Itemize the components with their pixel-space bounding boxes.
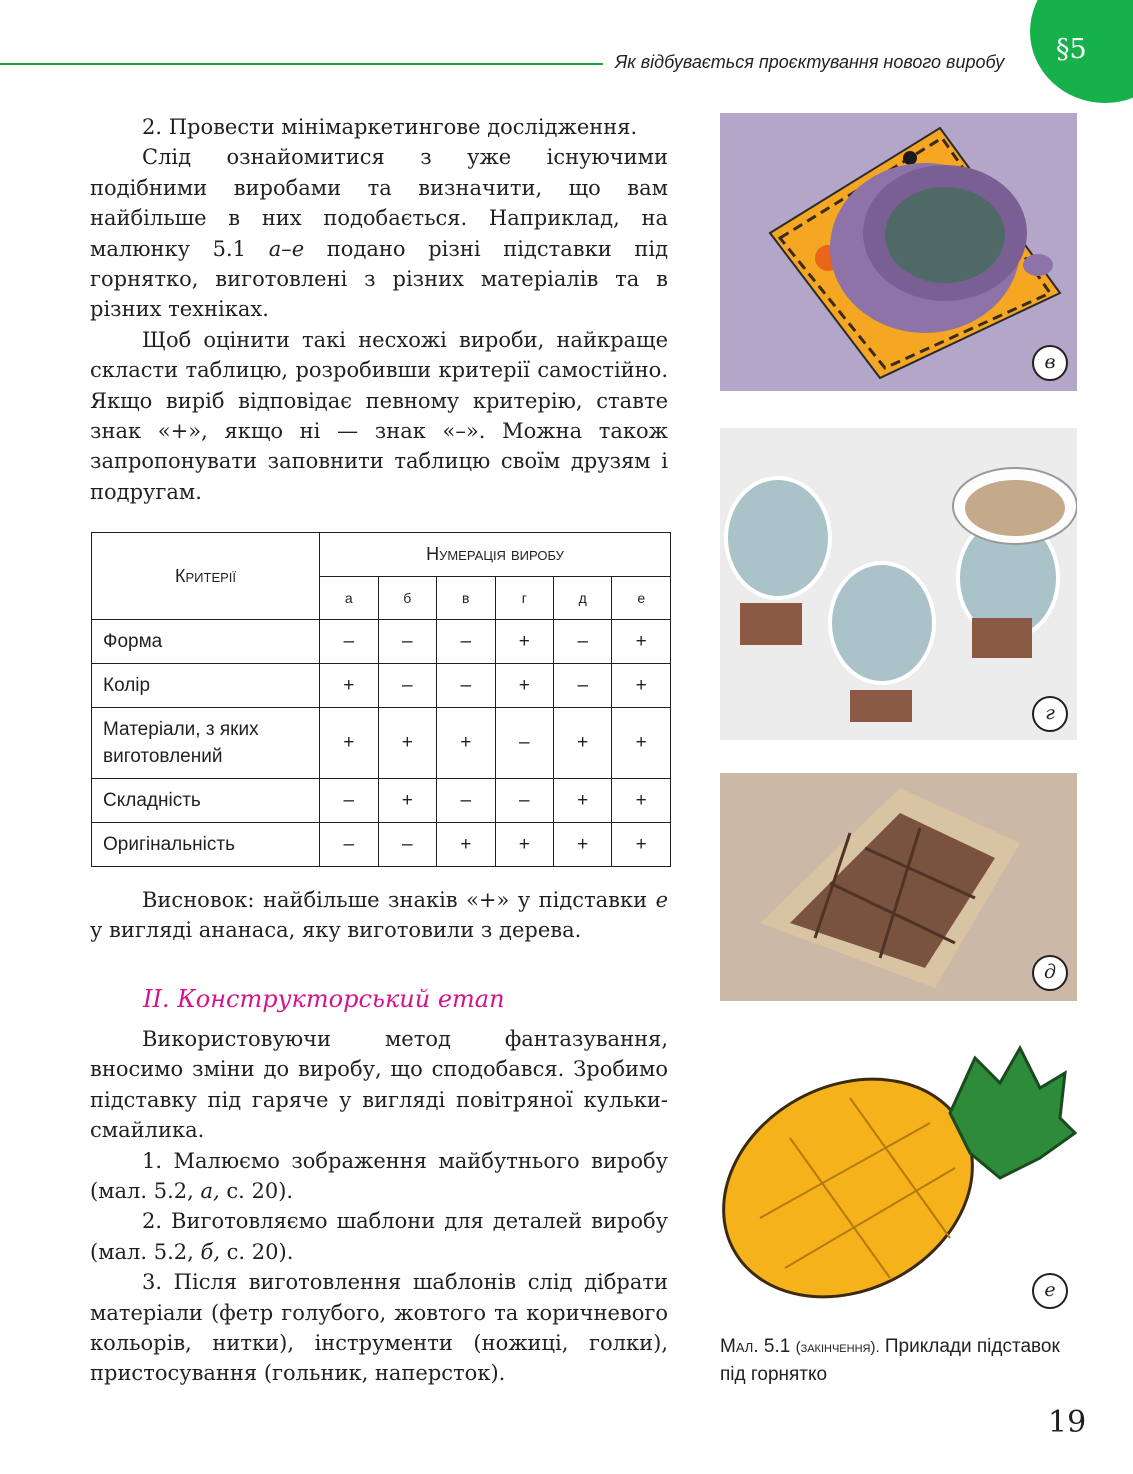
- balloon-2: [830, 563, 934, 683]
- cell-value: +: [612, 823, 671, 867]
- cell-value: –: [378, 664, 436, 708]
- row-label: Складність: [92, 779, 320, 823]
- column-letter: е: [612, 577, 671, 620]
- row-label: Колір: [92, 664, 320, 708]
- stage-step-1: 1. Малюємо зображення майбутнього виробу (мал. 5.2, а, с. 20).: [90, 1148, 668, 1204]
- conclusion-text: [90, 885, 668, 946]
- table-row: [92, 823, 671, 867]
- cell-value: +: [378, 708, 436, 779]
- table-row: [92, 664, 671, 708]
- cell-value: +: [495, 620, 553, 664]
- cell-value: +: [437, 708, 495, 779]
- photo-cup-on-napkin: [720, 113, 1077, 391]
- cell-value: +: [612, 620, 671, 664]
- cell-value: –: [495, 779, 553, 823]
- cell-value: +: [495, 664, 553, 708]
- cup-handle: [1023, 254, 1053, 276]
- wooden-coaster-illustration: [720, 773, 1077, 1001]
- stage-intro: Використовуючи метод фантазування, вносимо зміни до виробу, що сподобався. Зробимо підставку під гаряче у вигляді повітряної кульки-смайлика.: [90, 1027, 668, 1143]
- photo-label-v: в: [1032, 345, 1068, 381]
- intro-step-2: 2. Провести мінімаркетингове дослідження.: [142, 115, 638, 139]
- row-label: Матеріали, з яких виготовлений: [92, 708, 320, 779]
- spider-shape: [903, 151, 917, 165]
- cell-value: +: [612, 708, 671, 779]
- figure-caption: Мал. 5.1 (закінчення). Приклади підставок під горнятко: [720, 1336, 1060, 1385]
- header-rule: [0, 63, 603, 65]
- row-label: Оригінальність: [92, 823, 320, 867]
- pineapple-coaster-illustration: [720, 1038, 1077, 1315]
- page-number: 19: [1048, 1405, 1087, 1440]
- intro-text: [90, 112, 668, 507]
- column-letter: в: [437, 577, 495, 620]
- cell-value: +: [495, 823, 553, 867]
- cell-value: –: [495, 708, 553, 779]
- table-row: [92, 779, 671, 823]
- tea: [965, 480, 1065, 536]
- numbering-header: Нумерація виробу: [320, 533, 671, 577]
- photo-wooden-coaster: [720, 773, 1077, 1001]
- basket-2: [850, 690, 912, 722]
- column-letter: а: [320, 577, 378, 620]
- basket-3: [972, 618, 1032, 658]
- cell-value: +: [320, 664, 378, 708]
- photo-label-e: е: [1032, 1273, 1068, 1309]
- criteria-header: Критерії: [92, 533, 320, 620]
- cell-value: –: [437, 620, 495, 664]
- criteria-table: [91, 532, 671, 867]
- cell-value: –: [553, 664, 611, 708]
- cup-inside: [885, 187, 1005, 283]
- cell-value: +: [612, 779, 671, 823]
- intro-paragraph-table: Щоб оцінити такі несхожі вироби, найкраще скласти таблицю, розробивши критерії самостійно. Якщо виріб відповідає певному критерію, ставте знак «+», якщо ні — знак «–». Можна також запропонувати заповнити таблицю своїм друзям і подругам.: [90, 327, 668, 504]
- cell-value: –: [437, 664, 495, 708]
- cell-value: –: [437, 779, 495, 823]
- running-header-title: Як відбувається проєктування нового виробу: [615, 52, 1005, 72]
- conclusion-paragraph: Висновок: найбільше знаків «+» у підставки е у вигляді ананаса, яку виготовили з дерева.: [90, 888, 668, 943]
- stage-step-3: 3. Після виготовлення шаблонів слід дібрати матеріали (фетр голубого, жовтого та коричневого кольорів, нитки), інструменти (ножиці, голки), пристосування (гольник, наперсток).: [90, 1270, 668, 1386]
- basket-1: [740, 603, 802, 645]
- cell-value: +: [553, 779, 611, 823]
- cell-value: –: [378, 823, 436, 867]
- balloon-1: [726, 478, 830, 598]
- stage-heading: ІІ. Конструкторський етап: [143, 985, 505, 1013]
- stage-step-2: 2. Виготовляємо шаблони для деталей виробу (мал. 5.2, б, с. 20).: [90, 1209, 668, 1264]
- photo-label-g: г: [1032, 696, 1068, 732]
- table-row: [92, 620, 671, 664]
- cell-value: –: [378, 620, 436, 664]
- column-letter: д: [553, 577, 611, 620]
- cell-value: –: [320, 779, 378, 823]
- stage-text: [90, 1024, 668, 1389]
- cell-value: +: [612, 664, 671, 708]
- cell-value: +: [553, 823, 611, 867]
- cell-value: +: [378, 779, 436, 823]
- balloon-coasters-illustration: [720, 428, 1077, 740]
- row-label: Форма: [92, 620, 320, 664]
- cell-value: +: [320, 708, 378, 779]
- cup-napkin-illustration: [720, 113, 1077, 391]
- column-letter: б: [378, 577, 436, 620]
- photo-balloon-coasters: [720, 428, 1077, 740]
- photo-pineapple-coaster: [720, 1038, 1077, 1315]
- cell-value: +: [553, 708, 611, 779]
- cell-value: –: [320, 620, 378, 664]
- cell-value: –: [320, 823, 378, 867]
- intro-paragraph-analogs: Слід ознайомитися з уже існуючими подібними виробами та визначити, що вам найбільше в них подобається. Наприклад, на малюнку 5.1 а–е подано різні підставки під горнятко, виготовлені з різних матеріалів та в різних техніках.: [90, 145, 668, 322]
- cell-value: +: [437, 823, 495, 867]
- photo-label-d: д: [1032, 955, 1068, 991]
- cell-value: –: [553, 620, 611, 664]
- section-number: §5: [1056, 34, 1087, 65]
- column-letter: г: [495, 577, 553, 620]
- table-row: [92, 708, 671, 779]
